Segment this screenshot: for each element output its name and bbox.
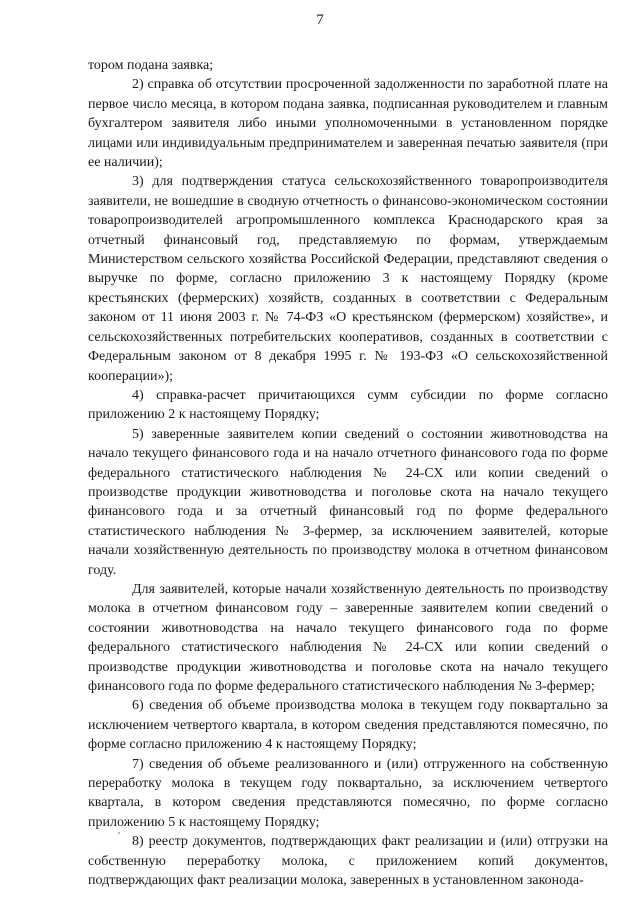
paragraph-continuation: тором подана заявка; — [88, 58, 214, 73]
document-body — [88, 56, 608, 890]
paragraph-item-8: 8) реестр документов, подтверждающих факт реализации и (или) отгрузки на собственную переработку молока, с приложением копий документов, подтверждающих факт реализации молока, заверенных в установленном законода- — [88, 834, 608, 889]
paragraph-item-6: 6) сведения об объеме производства молока в текущем году поквартально за исключением четвертого квартала, в котором сведения представляются помесячно, по форме согласно приложению 4 к настоящему Порядку; — [88, 698, 608, 753]
paragraph-item-2: 2) справка об отсутствии просроченной задолженности по заработной плате на первое число месяца, в котором подана заявка, подписанная руководителем и главным бухгалтером заявителя либо иными уполномоченными в установленном порядке лицами или индивидуальным предпринимателем и заверенная печатью заявителя (при ее наличии); — [88, 77, 608, 171]
paragraph-new-applicants: Для заявителей, которые начали хозяйственную деятельность по производству молока в отчетном финансовом году – заверенные заявителем копии сведений о состоянии животноводства на начало текущего финансового года по форме федерального статистического наблюдения № 24-СХ или копии сведений о производстве продукции животноводства и поголовье скота на начало текущего финансового года по форме федерального статистического наблюдения № 3-фермер; — [88, 581, 608, 694]
paragraph-item-4: 4) справка-расчет причитающихся сумм субсидии по форме согласно приложению 2 к настоящему Порядку; — [88, 387, 608, 423]
scan-speck — [118, 832, 120, 834]
page-number: 7 — [316, 12, 324, 28]
paragraph-item-7: 7) сведения об объеме реализованного и (или) отгруженного на собственную переработку молока в текущем году поквартально, за исключением четвертого квартала, в котором сведения представляются помесячно, по форме согласно приложению 5 к настоящему Порядку; — [88, 756, 608, 830]
paragraph-item-3: 3) для подтверждения статуса сельскохозяйственного товаропроизводителя заявители, не вошедшие в сводную отчетность о финансово-экономическом состоянии товаропроизводителей агропромышленного комплекса Краснодарского края за отчетный финансовый год, представляемую по формам, утверждаемым Министерством сельского хозяйства Российской Федерации, представляют сведения о выручке по форме, согласно приложению 3 к настоящему Порядку (кроме крестьянских (фермерских) хозяйств, созданных в соответствии с Федеральным законом от 11 июня 2003 г. № 74-ФЗ «О крестьянском (фермерском) хозяйстве», и сельскохозяйственных потребительских кооперативов, созданных в соответствии с Федеральным законом от 8 декабря 1995 г. № 193-ФЗ «О сельскохозяйственной кооперации»); — [88, 174, 608, 384]
paragraph-item-5: 5) заверенные заявителем копии сведений о состоянии животноводства на начало текущего финансового года и на начало отчетного финансового года по форме федерального статистического наблюдения № 24-СХ или копии сведений о производстве продукции животноводства и поголовье скота на начало текущего финансового года и за отчетный финансовый год по форме федерального статистического наблюдения № 3-фермер, за исключением заявителей, которые начали хозяйственную деятельность по производству молока в отчетном финансовом году. — [88, 426, 608, 578]
